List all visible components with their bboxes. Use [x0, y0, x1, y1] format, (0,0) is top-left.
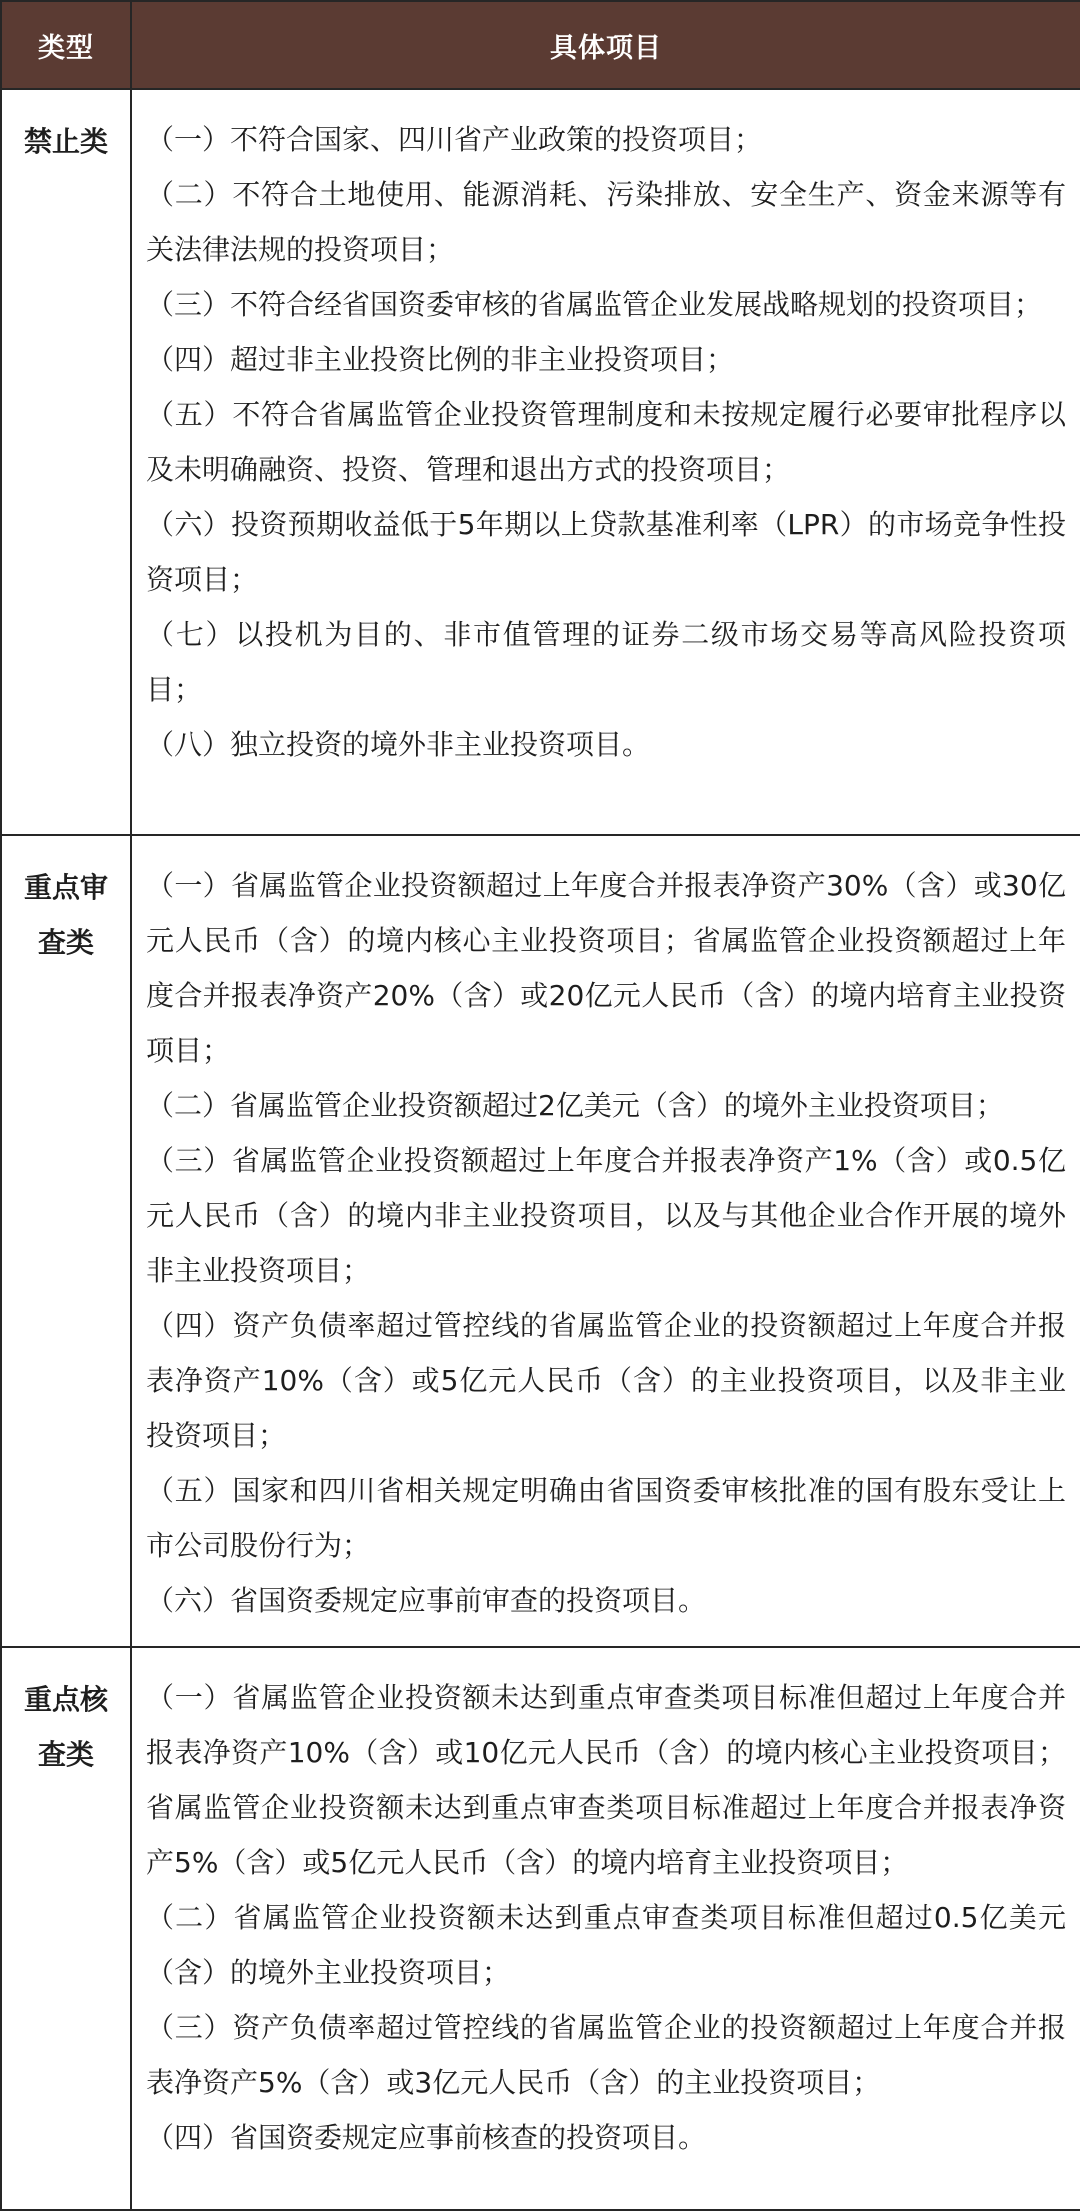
list-item: （一）省属监管企业投资额未达到重点审查类项目标准但超过上年度合并报表净资产10%（含）或10亿元人民币（含）的境内核心主业投资项目；省属监管企业投资额未达到重点审查类项目标准超过上年度合并报表净资产5%（含）或5亿元人民币（含）的境内培育主业投资项目； — [146, 1681, 1066, 1879]
category-name: 禁止类 — [1, 89, 131, 835]
list-item: （二）省属监管企业投资额超过2亿美元（含）的境外主业投资项目； — [146, 1089, 1004, 1122]
list-item: （四）超过非主业投资比例的非主业投资项目； — [146, 343, 735, 376]
list-item: （六）投资预期收益低于5年期以上贷款基准利率（LPR）的市场竞争性投资项目； — [146, 508, 1066, 596]
header-row — [1, 1, 1080, 89]
category-items — [131, 89, 1080, 835]
list-item: （二）省属监管企业投资额未达到重点审查类项目标准但超过0.5亿美元（含）的境外主业投资项目； — [146, 1901, 1066, 1989]
list-item: （四）资产负债率超过管控线的省属监管企业的投资额超过上年度合并报表净资产10%（含）或5亿元人民币（含）的主业投资项目，以及非主业投资项目； — [146, 1309, 1066, 1452]
category-items — [131, 1647, 1080, 2210]
list-item: （三）资产负债率超过管控线的省属监管企业的投资额超过上年度合并报表净资产5%（含）或3亿元人民币（含）的主业投资项目； — [146, 2011, 1066, 2099]
category-name: 重点核查类 — [1, 1647, 131, 2210]
list-item: （二）不符合土地使用、能源消耗、污染排放、安全生产、资金来源等有关法律法规的投资项目； — [146, 178, 1066, 266]
category-row-key-check — [1, 1647, 1080, 2210]
list-item: （五）不符合省属监管企业投资管理制度和未按规定履行必要审批程序以及未明确融资、投资、管理和退出方式的投资项目； — [146, 398, 1066, 486]
header-items: 具体项目 — [131, 1, 1080, 89]
category-row-key-review — [1, 835, 1080, 1647]
list-item: （三）省属监管企业投资额超过上年度合并报表净资产1%（含）或0.5亿元人民币（含）的境内非主业投资项目，以及与其他企业合作开展的境外非主业投资项目； — [146, 1144, 1066, 1287]
list-item: （六）省国资委规定应事前审查的投资项目。 — [146, 1584, 707, 1617]
category-items — [131, 835, 1080, 1647]
category-name: 重点审查类 — [1, 835, 131, 1647]
list-item: （一）不符合国家、四川省产业政策的投资项目； — [146, 123, 763, 156]
list-item: （三）不符合经省国资委审核的省属监管企业发展战略规划的投资项目； — [146, 288, 1043, 321]
header-type: 类型 — [1, 1, 131, 89]
list-item: （四）省国资委规定应事前核查的投资项目。 — [146, 2121, 707, 2154]
list-item: （五）国家和四川省相关规定明确由省国资委审核批准的国有股东受让上市公司股份行为； — [146, 1474, 1066, 1562]
list-item: （一）省属监管企业投资额超过上年度合并报表净资产30%（含）或30亿元人民币（含）的境内核心主业投资项目；省属监管企业投资额超过上年度合并报表净资产20%（含）或20亿元人民币（含）的境内培育主业投资项目； — [146, 869, 1066, 1067]
category-row-prohibited — [1, 89, 1080, 835]
list-item: （七）以投机为目的、非市值管理的证券二级市场交易等高风险投资项目； — [146, 618, 1066, 706]
list-item: （八）独立投资的境外非主业投资项目。 — [146, 728, 651, 761]
